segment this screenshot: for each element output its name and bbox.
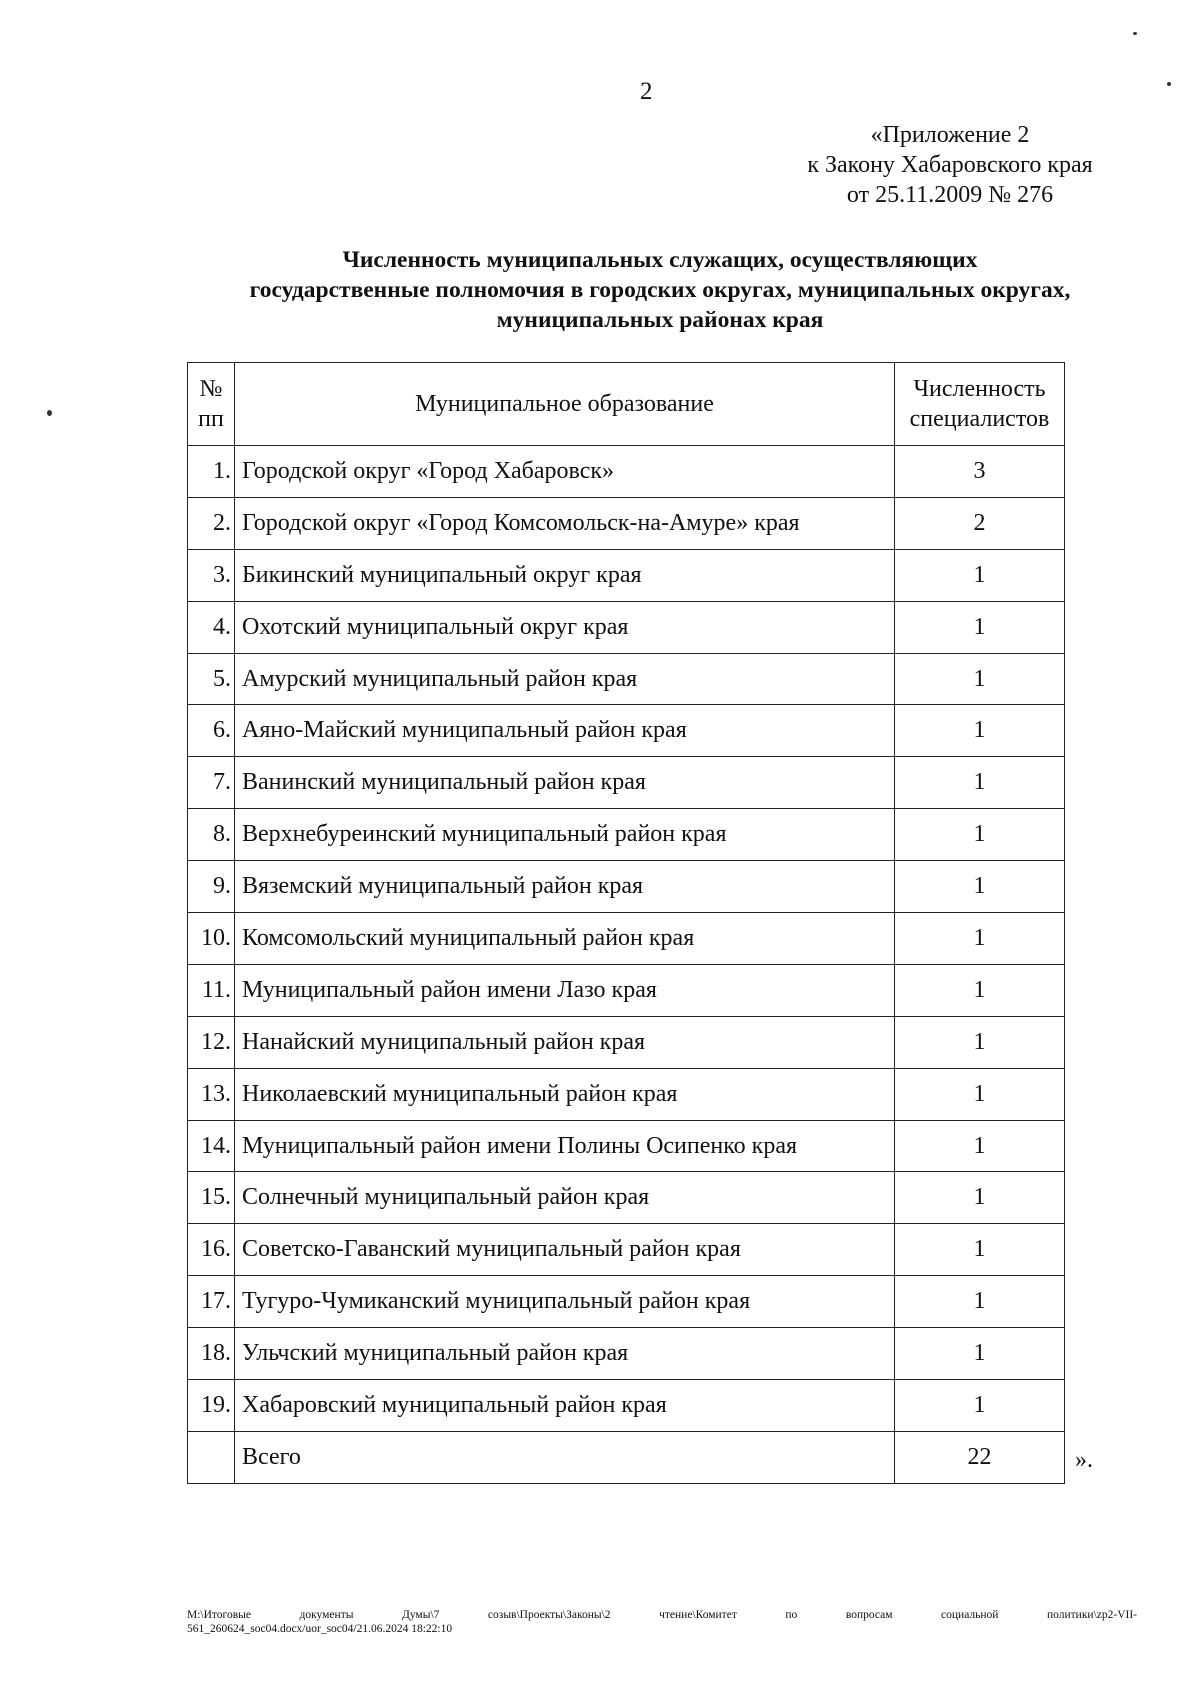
row-number: 8. xyxy=(188,809,235,861)
row-number: 5. xyxy=(188,653,235,705)
municipality-name: Нанайский муниципальный район края xyxy=(235,1016,895,1068)
header-number-line-2: пп xyxy=(198,406,224,432)
specialist-count: 1 xyxy=(895,913,1065,965)
table-row xyxy=(188,757,1065,809)
table-row xyxy=(188,809,1065,861)
municipality-name: Тугуро-Чумиканский муниципальный район края xyxy=(235,1276,895,1328)
municipality-name: Муниципальный район имени Полины Осипенко края xyxy=(235,1120,895,1172)
table-row xyxy=(188,1068,1065,1120)
specialist-count: 1 xyxy=(895,1380,1065,1432)
table-row xyxy=(188,1172,1065,1224)
header-number-line-1: № xyxy=(199,376,223,402)
row-number: 14. xyxy=(188,1120,235,1172)
specialist-count: 1 xyxy=(895,809,1065,861)
table-row xyxy=(188,1380,1065,1432)
municipality-name: Советско-Гаванский муниципальный район края xyxy=(235,1224,895,1276)
specialist-count: 3 xyxy=(895,446,1065,498)
table-row xyxy=(188,861,1065,913)
total-number-cell xyxy=(188,1431,235,1483)
header-specialist-count xyxy=(895,363,1065,446)
row-number: 18. xyxy=(188,1328,235,1380)
table-row xyxy=(188,1120,1065,1172)
specialist-count: 1 xyxy=(895,1172,1065,1224)
row-number: 6. xyxy=(188,705,235,757)
header-count-line-1: Численность xyxy=(913,376,1046,402)
row-number: 16. xyxy=(188,1224,235,1276)
table-row xyxy=(188,497,1065,549)
row-number: 3. xyxy=(188,549,235,601)
header-count-line-2: специалистов xyxy=(909,406,1050,432)
title-line-1: Численность муниципальных служащих, осуществляющих xyxy=(342,247,978,273)
row-number: 4. xyxy=(188,601,235,653)
table-body xyxy=(188,446,1065,1484)
specialist-count: 1 xyxy=(895,1276,1065,1328)
specialist-count: 1 xyxy=(895,757,1065,809)
scan-speck xyxy=(1167,82,1171,86)
document-title xyxy=(160,245,1160,335)
specialist-count: 1 xyxy=(895,705,1065,757)
municipality-name: Ванинский муниципальный район края xyxy=(235,757,895,809)
municipality-name: Николаевский муниципальный район края xyxy=(235,1068,895,1120)
table-row xyxy=(188,446,1065,498)
staff-count-table xyxy=(187,362,1065,1484)
specialist-count: 1 xyxy=(895,861,1065,913)
title-line-2: государственные полномочия в городских округах, муниципальных округах, xyxy=(249,277,1071,303)
table-total-row xyxy=(188,1431,1065,1483)
specialist-count: 2 xyxy=(895,497,1065,549)
municipality-name: Муниципальный район имени Лазо края xyxy=(235,964,895,1016)
row-number: 7. xyxy=(188,757,235,809)
table-row xyxy=(188,913,1065,965)
municipality-name: Бикинский муниципальный округ края xyxy=(235,549,895,601)
table-row xyxy=(188,1328,1065,1380)
specialist-count: 1 xyxy=(895,653,1065,705)
total-count: 22 xyxy=(895,1431,1065,1483)
specialist-count: 1 xyxy=(895,1224,1065,1276)
title-line-3: муниципальных районах края xyxy=(496,307,824,333)
specialist-count: 1 xyxy=(895,1328,1065,1380)
footer-file-path xyxy=(187,1608,1137,1636)
table-row xyxy=(188,1016,1065,1068)
municipality-name: Охотский муниципальный округ края xyxy=(235,601,895,653)
municipality-name: Хабаровский муниципальный район края xyxy=(235,1380,895,1432)
specialist-count: 1 xyxy=(895,964,1065,1016)
page-number: 2 xyxy=(640,78,653,105)
row-number: 17. xyxy=(188,1276,235,1328)
municipality-name: Вяземский муниципальный район края xyxy=(235,861,895,913)
table-header-row xyxy=(188,363,1065,446)
appendix-line-1: «Приложение 2 xyxy=(870,122,1030,148)
table-row xyxy=(188,1276,1065,1328)
row-number: 12. xyxy=(188,1016,235,1068)
row-number: 13. xyxy=(188,1068,235,1120)
scan-speck xyxy=(1133,32,1137,35)
header-number xyxy=(188,363,235,446)
specialist-count: 1 xyxy=(895,1016,1065,1068)
municipality-name: Амурский муниципальный район края xyxy=(235,653,895,705)
appendix-reference xyxy=(760,120,1140,210)
header-municipality: Муниципальное образование xyxy=(235,363,895,446)
row-number: 10. xyxy=(188,913,235,965)
table-row xyxy=(188,705,1065,757)
row-number: 11. xyxy=(188,964,235,1016)
table-row xyxy=(188,601,1065,653)
table-row xyxy=(188,964,1065,1016)
specialist-count: 1 xyxy=(895,601,1065,653)
table-row xyxy=(188,1224,1065,1276)
municipality-name: Городской округ «Город Комсомольск-на-Амуре» края xyxy=(235,497,895,549)
table-row xyxy=(188,653,1065,705)
row-number: 1. xyxy=(188,446,235,498)
municipality-name: Городской округ «Город Хабаровск» xyxy=(235,446,895,498)
footer-path-line-2: 561_260624_soc04.docx/uor_soc04/21.06.2024 18:22:10 xyxy=(187,1623,453,1635)
row-number: 2. xyxy=(188,497,235,549)
appendix-line-3: от 25.11.2009 № 276 xyxy=(846,182,1054,208)
municipality-name: Ульчский муниципальный район края xyxy=(235,1328,895,1380)
appendix-line-2: к Закону Хабаровского края xyxy=(807,152,1093,178)
specialist-count: 1 xyxy=(895,1120,1065,1172)
specialist-count: 1 xyxy=(895,549,1065,601)
closing-quote: ». xyxy=(1075,1447,1093,1473)
municipality-name: Комсомольский муниципальный район края xyxy=(235,913,895,965)
row-number: 19. xyxy=(188,1380,235,1432)
specialist-count: 1 xyxy=(895,1068,1065,1120)
total-label: Всего xyxy=(235,1431,895,1483)
row-number: 15. xyxy=(188,1172,235,1224)
scan-speck xyxy=(47,410,52,416)
municipality-name: Аяно-Майский муниципальный район края xyxy=(235,705,895,757)
municipality-name: Солнечный муниципальный район края xyxy=(235,1172,895,1224)
municipality-name: Верхнебуреинский муниципальный район края xyxy=(235,809,895,861)
footer-path-line-1: M:\Итоговые документы Думы\7 созыв\Проекты\Законы\2 чтение\Комитет по вопросам социальной политики\zp2-VII- xyxy=(187,1609,1137,1621)
table-row xyxy=(188,549,1065,601)
row-number: 9. xyxy=(188,861,235,913)
